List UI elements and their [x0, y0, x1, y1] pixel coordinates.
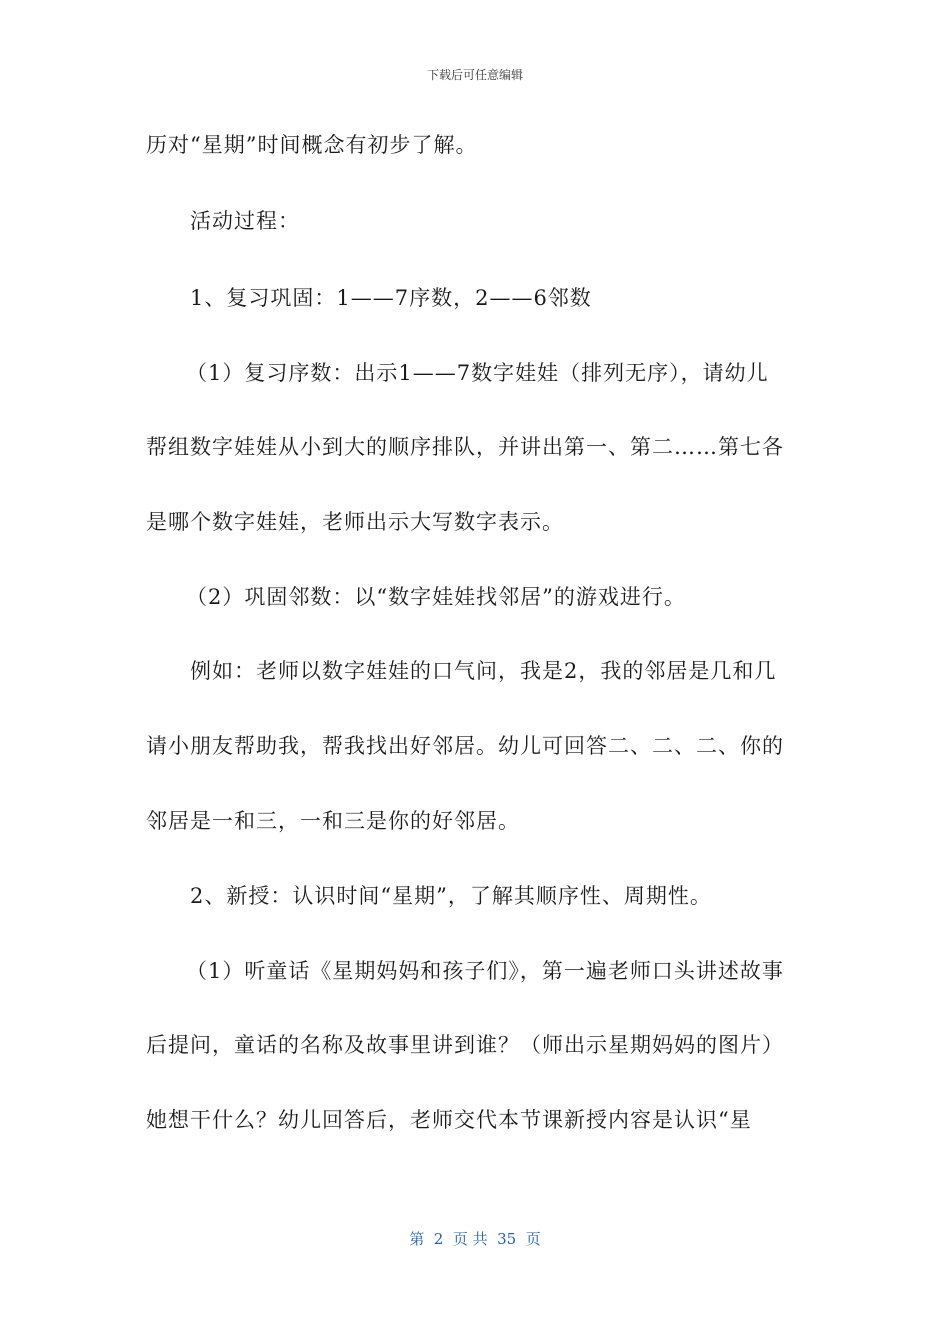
body-line-12: （1）听童话《星期妈妈和孩子们》，第一遍老师口头讲述故事	[186, 959, 784, 983]
body-line-6: 是哪个数字娃娃，老师出示大写数字表示。	[146, 510, 564, 534]
body-line-9: 请小朋友帮助我，帮我找出好邻居。幼儿可回答二、二、二、你的	[146, 734, 784, 758]
body-line-1: 历对“星期”时间概念有初步了解。	[146, 133, 478, 157]
body-line-5: 帮组数字娃娃从小到大的顺序排队，并讲出第一、第二……第七各	[146, 435, 784, 459]
body-line-10: 邻居是一和三，一和三是你的好邻居。	[146, 809, 520, 833]
body-line-7: （2）巩固邻数：以“数字娃娃找邻居”的游戏进行。	[186, 585, 686, 609]
body-line-13: 后提问，童话的名称及故事里讲到谁？（师出示星期妈妈的图片）	[146, 1033, 784, 1057]
body-line-2: 活动过程：	[190, 209, 300, 233]
page-footer: 第 2 页 共 35 页	[409, 1230, 541, 1248]
body-line-8: 例如：老师以数字娃娃的口气问，我是2，我的邻居是几和几	[190, 659, 777, 683]
page-header: 下载后可任意编辑	[426, 68, 523, 82]
body-line-11: 2、新授：认识时间“星期”，了解其顺序性、周期性。	[190, 884, 712, 908]
body-line-3: 1、复习巩固：1——7序数，2——6邻数	[190, 286, 592, 310]
body-line-4: （1）复习序数：出示1——7数字娃娃（排列无序），请幼儿	[186, 361, 769, 385]
body-line-14: 她想干什么？幼儿回答后，老师交代本节课新授内容是认识“星	[146, 1108, 752, 1132]
